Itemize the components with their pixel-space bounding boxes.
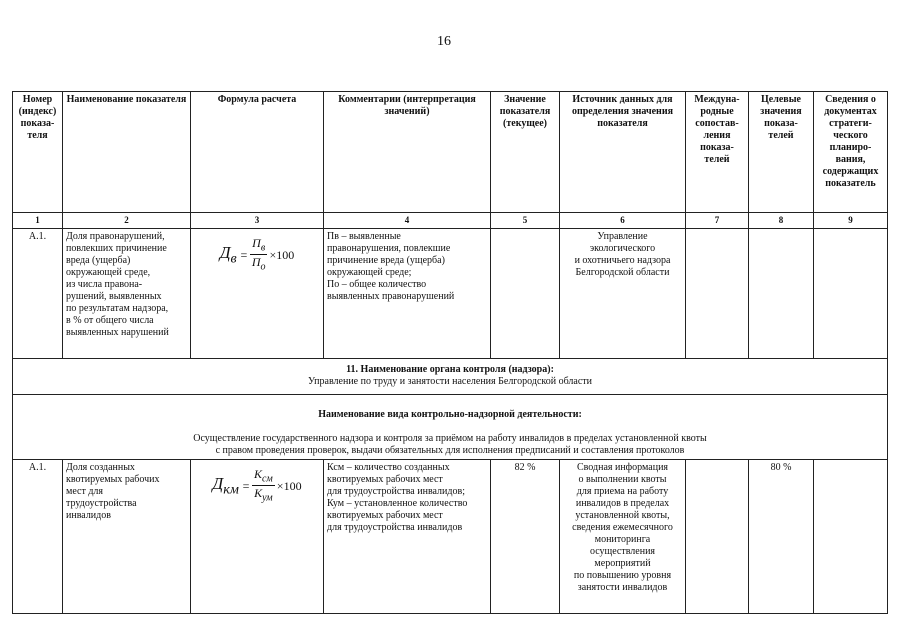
col-num: 3	[191, 213, 324, 229]
col-num: 2	[63, 213, 191, 229]
header-docs: Сведения о документах стратеги-ческого планиро-вания, содержащих показатель	[814, 92, 888, 213]
activity-heading	[13, 394, 888, 459]
activity-body: Осуществление государственного надзора и контроля за приёмом на работу инвалидов в пределах установленной квоты с правом проведения проверок, выдачи обязательных для исполнения предписаний и составления протоколов	[193, 432, 707, 456]
col-num: 6	[560, 213, 686, 229]
header-comment: Комментарии (интерпретация значений)	[324, 92, 491, 213]
row-docs	[814, 459, 888, 613]
col-num: 4	[324, 213, 491, 229]
formula-lhs: Д	[212, 473, 224, 493]
formula-lhs-sub: км	[223, 480, 239, 497]
formula-factor: ×100	[276, 478, 302, 493]
indicators-table	[12, 91, 888, 614]
formula-numerator: П	[252, 235, 261, 250]
col-num: 8	[749, 213, 814, 229]
formula-factor: ×100	[269, 247, 295, 262]
formula-denominator: П	[251, 255, 261, 270]
formula-numerator: К	[254, 466, 262, 481]
col-num: 5	[491, 213, 560, 229]
formula-denominator-sub: ум	[262, 492, 273, 504]
row-comment: Ксм – количество созданных квотируемых рабочих мест для трудоустройства инвалидов; Кум – установленное количество квотируемых рабочих мест для трудоустройства инвалидов	[324, 459, 491, 613]
row-value	[491, 228, 560, 358]
header-row	[13, 92, 888, 213]
header-index: Номер (индекс) показа-теля	[13, 92, 63, 213]
table-row	[13, 459, 888, 613]
row-comment: Пв – выявленные правонарушения, повлекшие причинение вреда (ущерба) окружающей среде; По – общее количество выявленных правонарушений	[324, 228, 491, 358]
row-target	[749, 228, 814, 358]
row-value: 82 %	[491, 459, 560, 613]
header-value: Значение показателя (текущее)	[491, 92, 560, 213]
col-num: 7	[686, 213, 749, 229]
row-name: Доля правонарушений, повлекших причинение вреда (ущерба) окружающей среде, из числа правона- рушений, выявленных по результатам надзора, в % от общего числа выявленных нарушений	[63, 228, 191, 358]
row-intl	[686, 459, 749, 613]
formula: $Д_{км}$ = $\frac{К_{см}}{К_{ум}}$ ×100	[212, 466, 302, 504]
formula-lhs: Д	[219, 242, 231, 262]
row-formula	[191, 228, 324, 358]
row-source: Управление экологического и охотничьего надзора Белгородской области	[560, 228, 686, 358]
header-formula: Формула расчета	[191, 92, 324, 213]
formula-denominator-sub: о	[260, 261, 266, 273]
formula-denominator: К	[254, 486, 263, 501]
header-name: Наименование показателя	[63, 92, 191, 213]
row-docs	[814, 228, 888, 358]
row-target: 80 %	[749, 459, 814, 613]
section-title: 11. Наименование органа контроля (надзора):	[346, 364, 554, 376]
header-source: Источник данных для определения значения показателя	[560, 92, 686, 213]
formula-lhs-sub: в	[230, 249, 237, 266]
page-number: 16	[437, 34, 451, 49]
header-intl: Междуна-родные сопостав-ления показа-телей	[686, 92, 749, 213]
formula: $Д_в$ = $\frac{П_в}{П_о}$ ×100	[219, 235, 295, 273]
activity-row	[13, 394, 888, 459]
formula-numerator-sub: в	[260, 242, 266, 254]
row-index: А.1.	[13, 228, 63, 358]
col-num: 9	[814, 213, 888, 229]
row-index: А.1.	[13, 459, 63, 613]
header-target: Целевые значения показа-телей	[749, 92, 814, 213]
row-name: Доля созданных квотируемых рабочих мест для трудоустройства инвалидов	[63, 459, 191, 613]
row-source: Сводная информация о выполнении квоты для приема на работу инвалидов в пределах установленной квоты, сведения ежемесячного мониторинга осуществления мероприятий по повышению уровня занятости инвалидов	[560, 459, 686, 613]
col-num: 1	[13, 213, 63, 229]
section-body: Управление по труду и занятости населения Белгородской области	[307, 376, 593, 388]
table-row	[13, 228, 888, 358]
column-number-row	[13, 213, 888, 229]
activity-title: Наименование вида контрольно-надзорной деятельности:	[318, 408, 582, 420]
section-row	[13, 358, 888, 394]
row-intl	[686, 228, 749, 358]
section-heading	[13, 358, 888, 394]
row-formula	[191, 459, 324, 613]
formula-numerator-sub: см	[261, 473, 273, 485]
